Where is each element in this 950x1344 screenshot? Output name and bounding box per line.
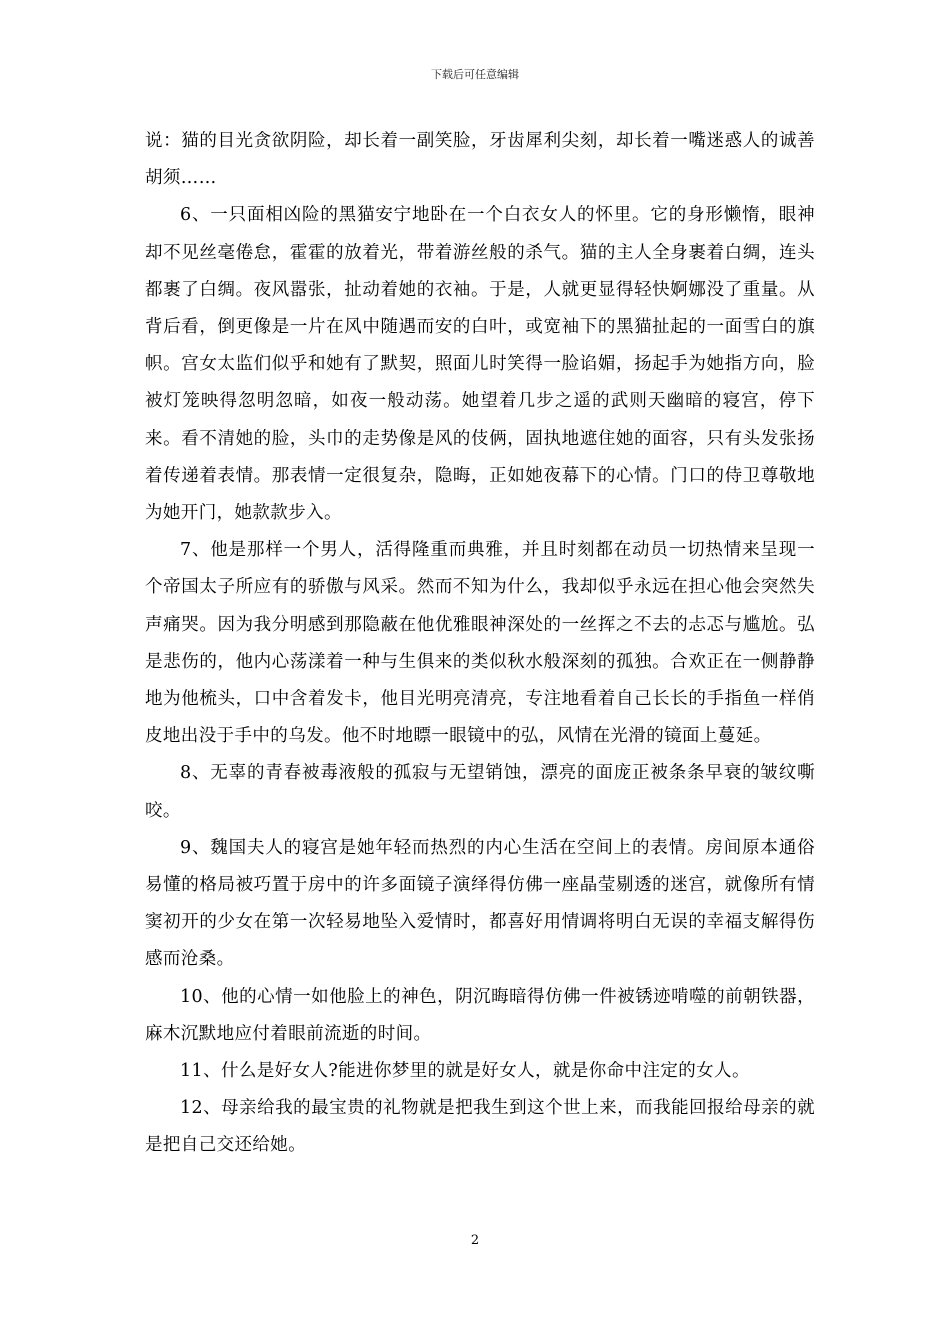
page-number: 2: [470, 1233, 480, 1248]
page-header: 下载后可任意编辑: [431, 68, 519, 81]
paragraph-12: 12、母亲给我的最宝贵的礼物就是把我生到这个世上来，而我能回报给母亲的就是把自己交还给她。: [145, 1098, 815, 1156]
paragraph-continuation: 说：猫的目光贪欲阴险，却长着一副笑脸，牙齿犀利尖刻，却长着一嘴迷惑人的诚善胡须……: [145, 131, 815, 189]
paragraph-8: 8、无辜的青春被毒液般的孤寂与无望销蚀，漂亮的面庞正被条条早衰的皱纹嘶咬。: [145, 763, 815, 821]
body-text: [145, 123, 815, 1165]
paragraph-7: 7、他是那样一个男人，活得隆重而典雅，并且时刻都在动员一切热情来呈现一个帝国太子所应有的骄傲与风采。然而不知为什么，我却似乎永远在担心他会突然失声痛哭。因为我分明感到那隐蔽在他优雅眼神深处的一丝挥之不去的忐忑与尴尬。弘是悲伤的，他内心荡漾着一种与生俱来的类似秋水般深刻的孤独。合欢正在一侧静静地为他梳头，口中含着发卡，他目光明亮清亮，专注地看着自己长长的手指鱼一样俏皮地出没于手中的乌发。他不时地瞟一眼镜中的弘，风情在光滑的镜面上蔓延。: [145, 540, 815, 747]
paragraph-9: 9、魏国夫人的寝宫是她年轻而热烈的内心生活在空间上的表情。房间原本通俗易懂的格局被巧置于房中的许多面镜子演绎得仿佛一座晶莹剔透的迷宫，就像所有情窦初开的少女在第一次轻易地坠入爱情时，都喜好用情调将明白无误的幸福支解得伤感而沧桑。: [145, 837, 815, 970]
paragraph-6: 6、一只面相凶险的黑猫安宁地卧在一个白衣女人的怀里。它的身形懒惰，眼神却不见丝毫倦怠，霍霍的放着光，带着游丝般的杀气。猫的主人全身裹着白绸，连头都裹了白绸。夜风嚣张，扯动着她的衣袖。于是，人就更显得轻快婀娜没了重量。从背后看，倒更像是一片在风中随遇而安的白叶，或宽袖下的黑猫扯起的一面雪白的旗帜。宫女太监们似乎和她有了默契，照面儿时笑得一脸谄媚，扬起手为她指方向，脸被灯笼映得忽明忽暗，如夜一般动荡。她望着几步之遥的武则天幽暗的寝宫，停下来。看不清她的脸，头巾的走势像是风的伎俩，固执地遮住她的面容，只有头发张扬着传递着表情。那表情一定很复杂，隐晦，正如她夜幕下的心情。门口的侍卫尊敬地为她开门，她款款步入。: [145, 205, 815, 524]
paragraph-10: 10、他的心情一如他脸上的神色，阴沉晦暗得仿佛一件被锈迹啃噬的前朝铁器，麻木沉默地应付着眼前流逝的时间。: [145, 986, 815, 1044]
paragraph-11: 11、什么是好女人?能进你梦里的就是好女人，就是你命中注定的女人。: [180, 1061, 750, 1082]
